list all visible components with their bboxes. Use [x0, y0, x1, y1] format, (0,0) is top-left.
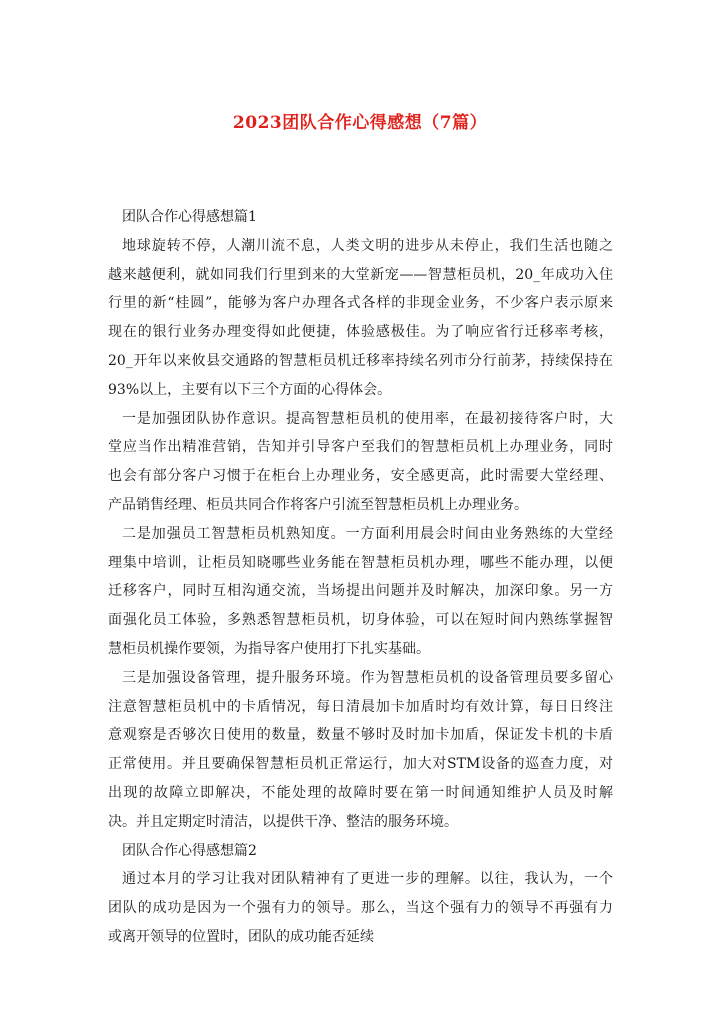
paragraph-line: 产品销售经理、柜员共同合作将客户引流至智慧柜员机上办理业务。 [108, 496, 528, 513]
paragraph-line: 或离开领导的位置时，团队的成功能否延续 [108, 928, 374, 945]
paragraph-line: 通过本月的学习让我对团队精神有了更进一步的理解。以往，我认为，一个 [122, 871, 613, 888]
paragraph-line: 20_开年以来攸县交通路的智慧柜员机迁移率持续名列市分行前茅，持续保持在 [108, 352, 613, 369]
paragraph-line: 注意智慧柜员机中的卡盾情况，每日清晨加卡加盾时均有效计算，每日日终注 [108, 698, 613, 715]
paragraph-line: 堂应当作出精准营销，告知并引导客户至我们的智慧柜员机上办理业务，同时 [108, 439, 613, 456]
paragraph-line: 地球旋转不停，人潮川流不息，人类文明的进步从未停止，我们生活也随之 [122, 237, 613, 254]
paragraph-line: 出现的故障立即解决，不能处理的故障时要在第一时间通知维护人员及时解 [108, 784, 613, 801]
paragraph-line: 理集中培训，让柜员知晓哪些业务能在智慧柜员机办理，哪些不能办理，以便 [108, 554, 613, 571]
paragraph-line: 一是加强团队协作意识。提高智慧柜员机的使用率，在最初接待客户时，大 [122, 410, 613, 427]
paragraph-line: 团队的成功是因为一个强有力的领导。那么，当这个强有力的领导不再强有力 [108, 900, 613, 917]
paragraph-line: 慧柜员机操作要领，为指导客户使用打下扎实基础。 [108, 640, 430, 657]
document-title: 2023团队合作心得感想（7篇） [232, 113, 488, 133]
section-heading: 团队合作心得感想篇2 [122, 842, 257, 859]
section-heading: 团队合作心得感想篇1 [122, 209, 257, 225]
paragraph-line: 二是加强员工智慧柜员机熟知度。一方面利用晨会时间由业务熟练的大堂经 [122, 525, 613, 542]
paragraph-line: 意观察是否够次日使用的数量，数量不够时及时加卡加盾，保证发卡机的卡盾 [108, 727, 613, 744]
paragraph-line: 面强化员工体验，多熟悉智慧柜员机，切身体验，可以在短时间内熟练掌握智 [108, 612, 613, 629]
paragraph-line: 也会有部分客户习惯于在柜台上办理业务，安全感更高，此时需要大堂经理、 [108, 468, 613, 485]
paragraph-line: 现在的银行业务办理变得如此便捷，体验感极佳。为了响应省行迁移率考核， [108, 324, 613, 341]
document-body [108, 203, 613, 952]
paragraph-line: 迁移客户，同时互相沟通交流，当场提出问题并及时解决，加深印象。另一方 [108, 583, 613, 600]
paragraph-line: 93%以上，主要有以下三个方面的心得体会。 [108, 381, 392, 398]
paragraph-line: 决。并且定期定时清洁，以提供干净、整洁的服务环境。 [108, 813, 458, 830]
paragraph-line: 越来越便利，就如同我们行里到来的大堂新宠——智慧柜员机，20_年成功入住 [108, 266, 613, 283]
paragraph-line: 三是加强设备管理，提升服务环境。作为智慧柜员机的设备管理员要多留心 [122, 669, 613, 686]
paragraph-line: 正常使用。并且要确保智慧柜员机正常运行，加大对STM设备的巡查力度，对 [108, 756, 613, 773]
paragraph-line: 行里的新“桂圆”，能够为客户办理各式各样的非现金业务，不少客户表示原来 [108, 295, 613, 312]
